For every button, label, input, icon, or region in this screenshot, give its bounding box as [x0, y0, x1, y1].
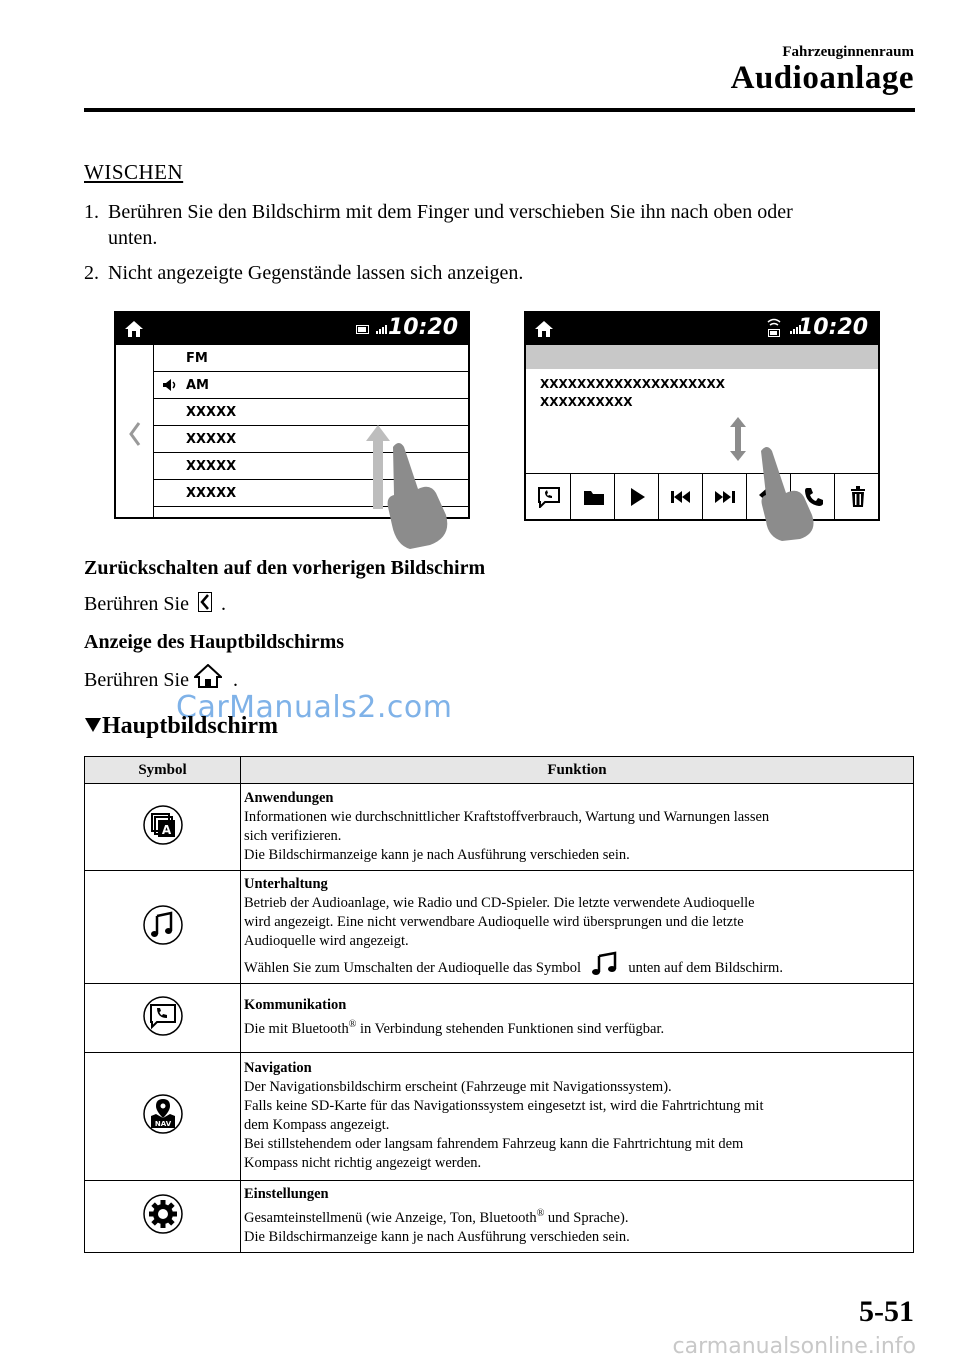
page-number: 5-51 — [859, 1295, 914, 1328]
table-row — [85, 1181, 914, 1253]
home-icon — [534, 319, 554, 339]
communication-icon — [143, 996, 183, 1036]
table-row — [85, 984, 914, 1053]
symbol-cell — [85, 1181, 241, 1253]
table-row — [85, 1053, 914, 1181]
list-item[interactable]: FM — [154, 345, 468, 372]
function-cell: Kommunikation Die mit Bluetooth® in Verbindung stehenden Funktionen sind verfügbar. — [241, 984, 914, 1053]
scroll-arrows-icon — [730, 417, 746, 461]
function-cell: Navigation Der Navigationsbildschirm erscheint (Fahrzeuge mit Navigationssystem). Falls keine SD-Karte für das Navigationssystem eingesetzt ist, wird die Fahrtrichtung mit dem Kompass angezeigt. Bei stillstehendem oder langsam fahrendem Fahrzeug kann die Fahrtrichtung mit dem Kompass nicht richtig angezeigt werden. — [241, 1053, 914, 1181]
message-line: XXXXXXXXXXXXXXXXXXXX — [540, 377, 726, 391]
battery-icon — [356, 325, 370, 335]
wifi-battery-icon — [766, 317, 782, 339]
header-divider — [84, 108, 915, 112]
main-screen-heading: Hauptbildschirm — [84, 713, 278, 740]
source-switch-line: Wählen Sie zum Umschalten der Audioquelle das Symbol unten auf dem Bildschirm. — [244, 951, 909, 978]
play-icon — [630, 487, 646, 507]
trash-icon — [850, 486, 866, 508]
table-header-row — [85, 757, 914, 784]
next-icon — [715, 490, 735, 504]
function-cell: Einstellungen Gesamteinstellmenü (wie Anzeige, Ton, Bluetooth® und Sprache). Die Bildschirmanzeige kann je nach Ausführung verschieden sein. — [241, 1181, 914, 1253]
function-column-header: Funktion — [241, 757, 914, 784]
home-icon — [194, 664, 222, 688]
function-table — [84, 756, 914, 1253]
communication-button[interactable] — [526, 474, 570, 520]
back-icon — [198, 592, 212, 612]
step-text-cont: unten. — [108, 227, 158, 249]
symbol-cell — [85, 984, 241, 1053]
symbol-cell — [85, 871, 241, 984]
applications-icon — [143, 805, 183, 845]
symbol-column-header: Symbol — [85, 757, 241, 784]
next-button[interactable] — [702, 474, 747, 520]
step-1 — [84, 199, 904, 251]
screen-list-illustration — [114, 311, 470, 519]
previous-button[interactable] — [658, 474, 703, 520]
chat-phone-icon — [537, 486, 561, 508]
clock: 10:20 — [387, 315, 458, 340]
table-row — [85, 871, 914, 984]
back-instruction: Berühren Sie . — [84, 593, 226, 615]
folder-button[interactable] — [570, 474, 615, 520]
table-row — [85, 784, 914, 871]
step-text: Nicht angezeigte Gegenstände lassen sich anzeigen. — [108, 262, 524, 284]
symbol-cell — [85, 784, 241, 871]
chapter-title: Audioanlage — [730, 60, 914, 96]
home-instruction: Berühren Sie . — [84, 664, 238, 692]
play-button[interactable] — [614, 474, 659, 520]
back-heading: Zurückschalten auf den vorherigen Bildschirm — [84, 557, 486, 579]
speaker-icon — [162, 378, 178, 392]
folder-icon — [583, 488, 605, 506]
function-cell: Unterhaltung Betrieb der Audioanlage, wie Radio und CD-Spieler. Die letzte verwendete Audioquelle wird angezeigt. Eine nicht verwendbare Audioquelle wird übersprungen und die letzte Audioquelle wird angezeigt. Wählen Sie zum Umschalten der Audioquelle das Symbol unten auf dem Bildschirm. — [241, 871, 914, 984]
step-text: Berühren Sie den Bildschirm mit dem Finger und verschieben Sie ihn nach oben oder — [108, 201, 793, 223]
control-bar — [526, 473, 878, 520]
music-note-icon — [143, 905, 183, 945]
message-line: XXXXXXXXXX — [540, 395, 633, 409]
wischen-heading: WISCHEN — [84, 160, 184, 184]
svg-text:NAV: NAV — [154, 1120, 171, 1128]
watermark: CarManuals2.com — [176, 690, 453, 725]
previous-icon — [671, 490, 691, 504]
screen-topbar — [116, 313, 468, 345]
step-number: 2. — [84, 262, 99, 284]
triangle-bullet-icon — [84, 717, 102, 733]
step-2 — [84, 260, 904, 286]
symbol-cell — [85, 1053, 241, 1181]
function-cell: Anwendungen Informationen wie durchschnittlicher Kraftstoffverbrauch, Wartung und Warnungen lassen sich verifizieren. Die Bildschirmanzeige kann je nach Ausführung verschieden sein. — [241, 784, 914, 871]
swipe-hand-icon — [366, 425, 456, 545]
list-item[interactable]: XXXXX — [154, 453, 468, 480]
step-number: 1. — [84, 201, 99, 223]
music-note-icon — [591, 951, 619, 975]
navigation-icon — [143, 1094, 183, 1134]
back-arrow-icon[interactable] — [128, 421, 142, 447]
svg-text:A: A — [161, 822, 171, 837]
swipe-hand-icon — [754, 443, 824, 543]
screen-topbar — [526, 313, 878, 345]
title-strip — [526, 345, 878, 369]
list-item[interactable]: AM — [154, 372, 468, 399]
delete-button[interactable] — [834, 474, 879, 520]
screen-text-illustration — [524, 311, 880, 521]
section-title: Fahrzeuginnenraum — [782, 44, 914, 60]
list-item[interactable]: XXXXX — [154, 480, 468, 507]
clock: 10:20 — [797, 315, 868, 340]
home-heading: Anzeige des Hauptbildschirms — [84, 631, 345, 653]
home-icon — [124, 319, 144, 339]
footer-watermark: carmanualsonline.info — [672, 1334, 916, 1359]
settings-gear-icon — [143, 1194, 183, 1234]
list-item[interactable]: XXXXX — [154, 399, 468, 426]
list-item[interactable]: XXXXX — [154, 426, 468, 453]
